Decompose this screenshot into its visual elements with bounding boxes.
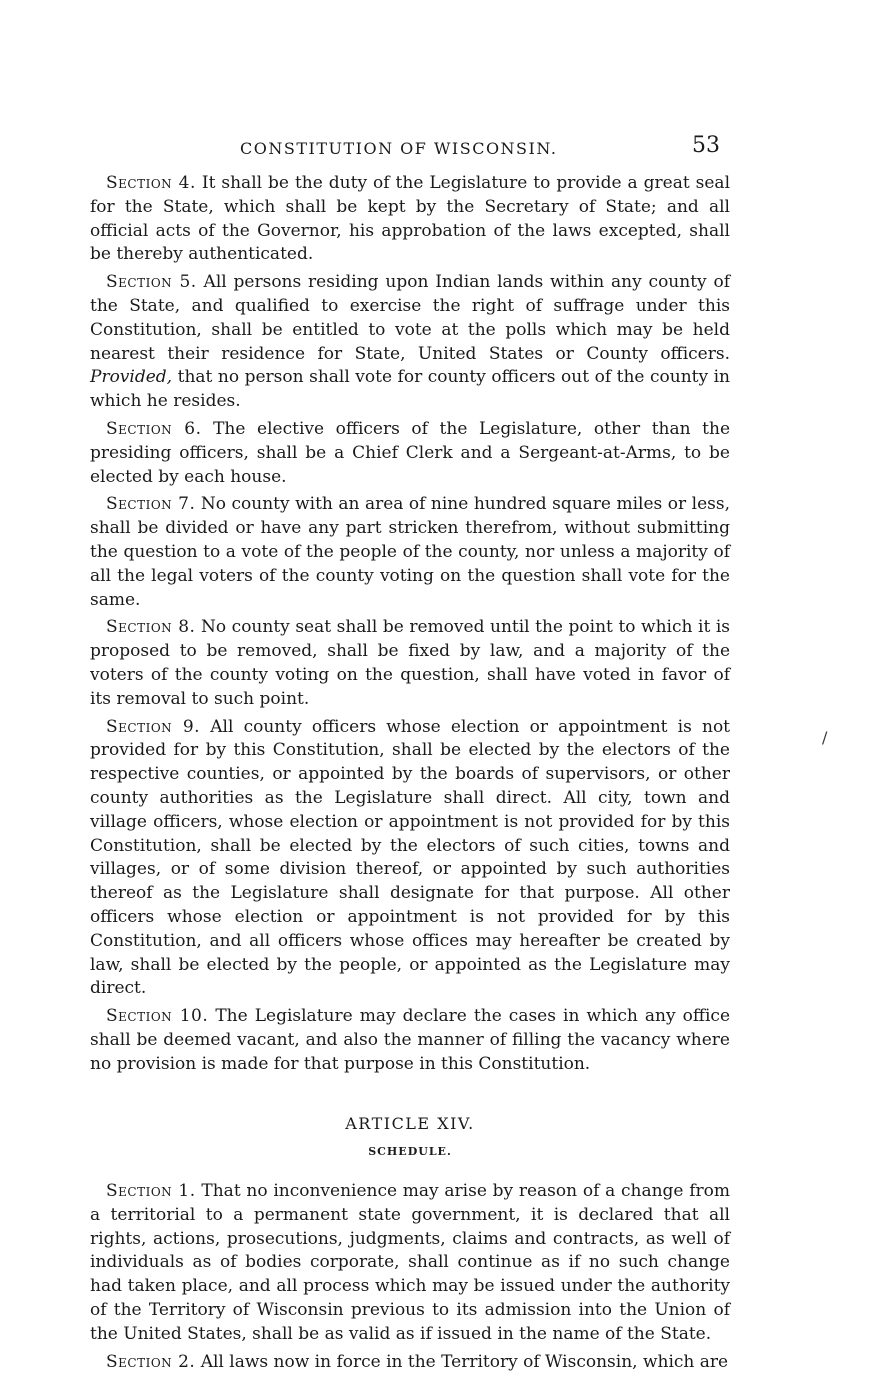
- section-label: Section 1.: [106, 1181, 196, 1202]
- section-text: All county officers whose election or appointment is not provided for by this Constitution, shall be elected by the electors of the respective counties, or appointed by the boards of supervisors, or other county authorities as the Legislature shall direct. All city, town and village officers, whose election or appointment is not provided for by this Constitution, shall be elected by the electors of such cities, towns and villages, or of some division thereof, or appointed by such authorities thereof as the Legislature shall designate for that purpose. All other officers whose election or appointment is not provided for by this Constitution, and all officers whose offices may hereafter be created by law, shall be elected by the people, or appointed as the Legislature may direct.: [90, 716, 731, 999]
- article-title: ARTICLE XIV.: [345, 1114, 475, 1134]
- section-label: Section 9.: [106, 716, 201, 737]
- margin-stroke: /: [822, 728, 828, 747]
- section-label: Section 8.: [106, 617, 196, 638]
- section-text-continued: that no person shall vote for county officers out of the county in which he resides.: [90, 367, 730, 412]
- section-text: The elective officers of the Legislature, other than the presiding officers, shall be a Chief Clerk and a Sergeant-at-Arms, to be elected by each house.: [90, 418, 731, 487]
- section-paragraph: [90, 616, 730, 711]
- section-label: Section 2.: [106, 1351, 196, 1372]
- page-body: [90, 172, 730, 1378]
- section-paragraph: [90, 716, 730, 1002]
- section-text: No county with an area of nine hundred square miles or less, shall be divided or have any part stricken therefrom, without submitting the question to a vote of the people of the county, nor unless a majority of all the legal voters of the county voting on the question shall vote for the same.: [90, 494, 730, 610]
- section-paragraph: [90, 1351, 730, 1375]
- section-text: It shall be the duty of the Legislature to provide a great seal for the State, which shall be kept by the Secretary of State; and all official acts of the Governor, his approbation of the laws excepted, shall be thereby authenticated.: [90, 173, 731, 265]
- article-subtitle: SCHEDULE.: [368, 1145, 452, 1159]
- section-text: All persons residing upon Indian lands within any county of the State, and qualified to exercise the right of suffrage under this Constitution, shall be entitled to vote at the polls which may be held nearest their residence for State, United States or County officers.: [90, 272, 730, 364]
- page-number: 53: [692, 133, 720, 158]
- section-text: No county seat shall be removed until the point to which it is proposed to be removed, shall be fixed by law, and a majority of the voters of the county voting on the question, shall have voted in favor of its removal to such point.: [90, 617, 731, 709]
- page-header: [90, 133, 730, 163]
- section-label: Section 7.: [106, 494, 196, 515]
- section-paragraph: [90, 271, 730, 414]
- section-label: Section 4.: [106, 173, 196, 193]
- section-label: Section 10.: [106, 1006, 209, 1027]
- section-paragraph: [90, 172, 730, 267]
- section-paragraph: [90, 493, 730, 612]
- section-text: All laws now in force in the Territory of Wisconsin, which are: [200, 1351, 729, 1372]
- section-paragraph: [90, 1005, 730, 1076]
- section-paragraph: [90, 418, 730, 489]
- running-head: CONSTITUTION OF WISCONSIN.: [240, 139, 558, 158]
- section-text: The Legislature may declare the cases in which any office shall be deemed vacant, and also the manner of filling the vacancy where no provision is made for that purpose in this Constitution.: [90, 1006, 730, 1074]
- proviso-word: Provided,: [90, 367, 173, 388]
- section-label: Section 6.: [106, 418, 202, 439]
- section-text: That no inconvenience may arise by reason of a change from a territorial to a permanent state government, it is declared that all rights, actions, prosecutions, judgments, claims and contracts, as well of individuals as of bodies corporate, shall continue as if no such change had taken place, and all process which may be issued under the authority of the Territory of Wisconsin previous to its admission into the Union of the United States, shall be as valid as if issued in the name of the State.: [90, 1181, 731, 1344]
- section-label: Section 5.: [106, 272, 197, 293]
- section-paragraph: [90, 1180, 730, 1347]
